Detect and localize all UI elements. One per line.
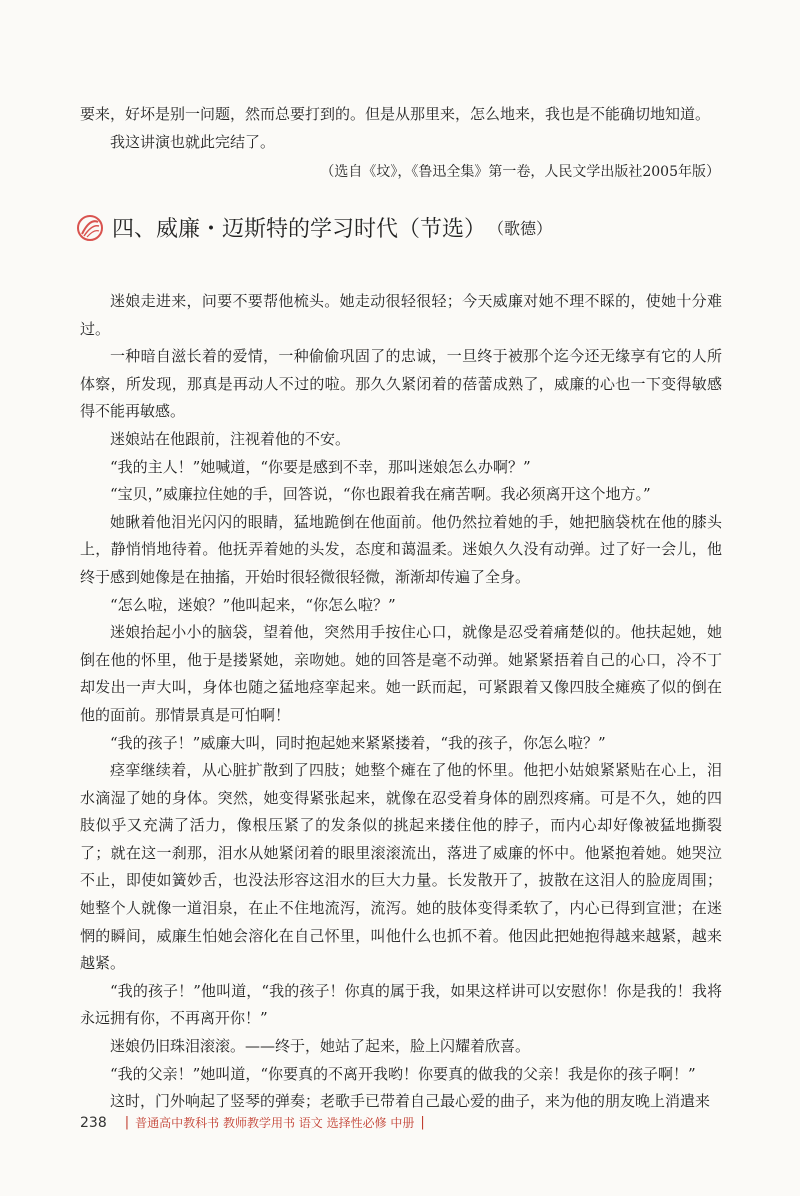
paragraph: 我这讲演也就此完结了。	[110, 133, 276, 151]
paragraph: “怎么啦，迷娘？”他叫起来，“你怎么啦？”	[110, 595, 396, 614]
section-heading	[76, 212, 716, 243]
paragraph: 迷娘站在他跟前，注视着他的不安。	[110, 429, 351, 448]
paragraph: 要来，好坏是别一问题，然而总要打到的。但是从那里来，怎么地来，我也是不能确切地知道。	[80, 105, 711, 123]
paragraph: 迷娘走进来，问要不要帮他梳头。她走动很轻很轻；今天威廉对她不理不睬的，使她十分难过。	[80, 292, 722, 338]
paragraph: “宝贝，”威廉拉住她的手，回答说，“你也跟着我在痛苦啊。我必须离开这个地方。”	[110, 485, 651, 504]
book-series: 普通高中教科书 教师教学用书 语文 选择性必修 中册	[135, 1116, 415, 1130]
section-title: 四、威廉・迈斯特的学习时代（节选）	[112, 217, 487, 242]
paragraph: 这时，门外响起了竖琴的弹奏；老歌手已带着自己最心爱的曲子，来为他的朋友晚上消遣来	[110, 1092, 711, 1111]
section-author: （歌德）	[488, 219, 553, 238]
paragraph: 痉挛继续着，从心脏扩散到了四肢；她整个瘫在了他的怀里。他把小姑娘紧紧贴在心上，泪水滴湿了她的身体。突然，她变得紧张起来，就像在忍受着身体的剧烈疼痛。可是不久，她的四肢似乎又充满了活力，像根压紧了的发条似的挑起来搂住他的脖子，而内心却好像被猛地撕裂了；就在这一刹那，泪水从她紧闭着的眼里滚滚流出，落进了威廉的怀中。他紧抱着她。她哭泣不止，即使如簧妙舌，也没法形容这泪水的巨大力量。长发散开了，披散在这泪人的脸庞周围；她整个人就像一道泪泉，在止不住地流泻，流泻。她的肢体变得柔软了，内心已得到宣泄；在迷惘的瞬间，威廉生怕她会溶化在自己怀里，叫他什么也抓不着。他因此把她抱得越来越紧，越来越紧。	[80, 761, 722, 973]
page-number: 238	[80, 1114, 107, 1131]
paragraph: 一种暗自滋长着的爱情，一种偷偷巩固了的忠诚，一旦终于被那个迄今还无缘享有它的人所体察，所发现，那真是再动人不过的啦。那久久紧闭着的蓓蕾成熟了，威廉的心也一下变得敏感得不能再敏感。	[80, 347, 722, 421]
paragraph: 她瞅着他泪光闪闪的眼睛，猛地跪倒在他面前。他仍然拉着她的手，她把脑袋枕在他的膝头上，静悄悄地待着。他抚弄着她的头发，态度和蔼温柔。迷娘久久没有动弹。过了好一会儿，他终于感到她像是在抽搐，开始时很轻微很轻微，渐渐却传遍了全身。	[80, 512, 722, 586]
paragraph: 迷娘抬起小小的脑袋，望着他，突然用手按住心口，就像是忍受着痛楚似的。他扶起她，她倒在他的怀里，他于是搂紧她，亲吻她。她的回答是毫不动弹。她紧紧捂着自己的心口，冷不丁却发出一声大叫，身体也随之猛地痉挛起来。她一跃而起，可紧跟着又像四肢全瘫痪了似的倒在他的面前。那情景真是可怕啊！	[80, 623, 722, 724]
shell-icon	[76, 214, 104, 242]
page-footer	[80, 1114, 431, 1131]
paragraph: 迷娘仍旧珠泪滚滚。——终于，她站了起来，脸上闪耀着欣喜。	[110, 1037, 531, 1056]
previous-section-ending	[80, 100, 720, 186]
paragraph: “我的孩子！”他叫道，“我的孩子！你真的属于我，如果这样讲可以安慰你！你是我的！我将永远拥有你，不再离开你！”	[80, 981, 722, 1028]
body-text	[80, 288, 722, 1116]
footer-divider: |	[124, 1115, 130, 1130]
paragraph: “我的主人！”她喊道，“你要是感到不幸，那叫迷娘怎么办啊？”	[110, 457, 531, 476]
paragraph: “我的父亲！”她叫道，“你要真的不离开我哟！你要真的做我的父亲！我是你的孩子啊！”	[110, 1064, 696, 1083]
source-citation: （选自《坟》，《鲁迅全集》第一卷，人民文学出版社2005年版）	[320, 164, 720, 180]
footer-divider: |	[420, 1115, 425, 1130]
paragraph: “我的孩子！”威廉大叫，同时抱起她来紧紧搂着，“我的孩子，你怎么啦？”	[110, 733, 606, 752]
